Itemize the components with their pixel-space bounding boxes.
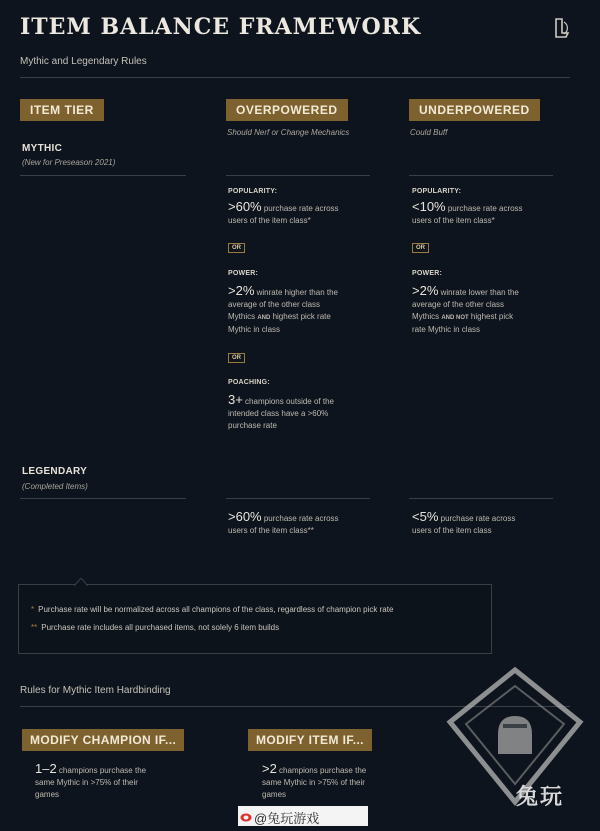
- mythic-op-power-criterion: [228, 285, 388, 336]
- mythic-op-popularity-value: >60%: [228, 199, 262, 214]
- criterion-text: purchase rate across: [261, 514, 339, 523]
- or-badge: OR: [412, 243, 429, 253]
- watermark-brand: 兔玩: [516, 784, 565, 809]
- footnote-2: [31, 623, 279, 632]
- underpowered-header: UNDERPOWERED: [409, 99, 540, 121]
- header-divider: [20, 77, 570, 78]
- mythic-divider-tier: [20, 175, 186, 176]
- footnote-text: Purchase rate includes all purchased items, not solely 6 item builds: [41, 623, 280, 632]
- mythic-up-popularity-value: <10%: [412, 199, 446, 214]
- legendary-tier-note: (Completed Items): [22, 482, 88, 491]
- modify-champion-header: MODIFY CHAMPION IF...: [22, 729, 184, 751]
- or-badge: OR: [228, 243, 245, 253]
- criterion-text: highest pick: [468, 312, 514, 321]
- weibo-attribution: [238, 806, 368, 826]
- modify-champion-criterion: [35, 763, 205, 801]
- legendary-divider-tier: [20, 498, 186, 499]
- mythic-op-power-value: >2%: [228, 283, 255, 298]
- callout-notch-icon: [74, 578, 88, 586]
- criterion-text: winrate higher than the: [254, 288, 338, 297]
- watermark-badge-icon: [440, 662, 590, 812]
- criterion-text: Mythic in class: [228, 325, 281, 334]
- criterion-text: users of the item class**: [228, 526, 314, 535]
- criterion-text: purchase rate: [228, 421, 277, 430]
- criterion-text: winrate lower than the: [438, 288, 519, 297]
- mythic-op-poaching-value: 3+: [228, 392, 243, 407]
- criterion-text: Mythics: [412, 312, 442, 321]
- criterion-text: average of the other class: [228, 300, 321, 309]
- legendary-divider-over: [226, 498, 370, 499]
- hardbinding-title: Rules for Mythic Item Hardbinding: [20, 685, 171, 696]
- page-title: ITEM BALANCE FRAMEWORK: [20, 14, 422, 40]
- footnote-text: Purchase rate will be normalized across all champions of the class, regardless of champion pick rate: [38, 605, 394, 614]
- criterion-emphasis: AND NOT: [441, 315, 469, 321]
- mythic-up-popularity-criterion: [412, 201, 572, 227]
- modify-item-criterion: [262, 763, 432, 801]
- underpowered-note: Could Buff: [410, 128, 448, 137]
- footnote-marker: *: [31, 605, 35, 614]
- criterion-text: games: [35, 790, 60, 799]
- weibo-handle: @兔玩游戏: [254, 811, 320, 826]
- criterion-text: Mythics: [228, 312, 258, 321]
- mythic-op-poaching-label: POACHING:: [228, 379, 270, 386]
- criterion-text: rate Mythic in class: [412, 325, 481, 334]
- mythic-op-popularity-label: POPULARITY:: [228, 188, 278, 195]
- criterion-text: users of the item class*: [228, 216, 311, 225]
- criterion-text: purchase rate across: [438, 514, 516, 523]
- criterion-text: champions outside of the: [242, 397, 334, 406]
- criterion-text: purchase rate across: [445, 204, 523, 213]
- overpowered-header: OVERPOWERED: [226, 99, 348, 121]
- criterion-text: users of the item class: [412, 526, 492, 535]
- mythic-up-power-value: >2%: [412, 283, 439, 298]
- mythic-op-popularity-criterion: [228, 201, 378, 227]
- weibo-icon: [240, 810, 253, 822]
- footnotes-box: [18, 584, 492, 654]
- or-badge: OR: [228, 353, 245, 363]
- mythic-op-power-label: POWER:: [228, 270, 258, 277]
- criterion-emphasis: AND: [257, 315, 271, 321]
- criterion-text: champions purchase the: [276, 766, 367, 775]
- footnote-1: [31, 605, 393, 614]
- criterion-text: same Mythic in >75% of their: [35, 778, 138, 787]
- modify-item-value: >2: [262, 761, 277, 776]
- mythic-divider-under: [409, 175, 553, 176]
- mythic-divider-over: [226, 175, 370, 176]
- item-tier-header: ITEM TIER: [20, 99, 104, 121]
- mythic-up-popularity-label: POPULARITY:: [412, 188, 462, 195]
- criterion-text: purchase rate across: [261, 204, 339, 213]
- mythic-up-power-criterion: [412, 285, 582, 336]
- criterion-text: highest pick rate: [270, 312, 331, 321]
- legendary-divider-under: [409, 498, 553, 499]
- overpowered-note: Should Nerf or Change Mechanics: [227, 128, 350, 137]
- criterion-text: champions purchase the: [56, 766, 147, 775]
- modify-item-header: MODIFY ITEM IF...: [248, 729, 372, 751]
- mythic-op-poaching-criterion: [228, 394, 388, 432]
- legendary-op-value: >60%: [228, 509, 262, 524]
- criterion-text: games: [262, 790, 287, 799]
- criterion-text: intended class have a >60%: [228, 409, 329, 418]
- criterion-text: users of the item class*: [412, 216, 495, 225]
- modify-champion-value: 1–2: [35, 761, 57, 776]
- footnote-marker: **: [31, 623, 38, 632]
- mythic-tier-name: MYTHIC: [22, 143, 63, 154]
- legendary-up-value: <5%: [412, 509, 439, 524]
- mythic-tier-note: (New for Preseason 2021): [22, 158, 116, 167]
- legendary-up-criterion: [412, 511, 572, 537]
- mythic-up-power-label: POWER:: [412, 270, 442, 277]
- legendary-op-criterion: [228, 511, 388, 537]
- league-logo-icon: [553, 17, 571, 39]
- subtitle: Mythic and Legendary Rules: [20, 56, 147, 67]
- legendary-tier-name: LEGENDARY: [22, 466, 88, 477]
- criterion-text: average of the other class: [412, 300, 505, 309]
- criterion-text: same Mythic in >75% of their: [262, 778, 365, 787]
